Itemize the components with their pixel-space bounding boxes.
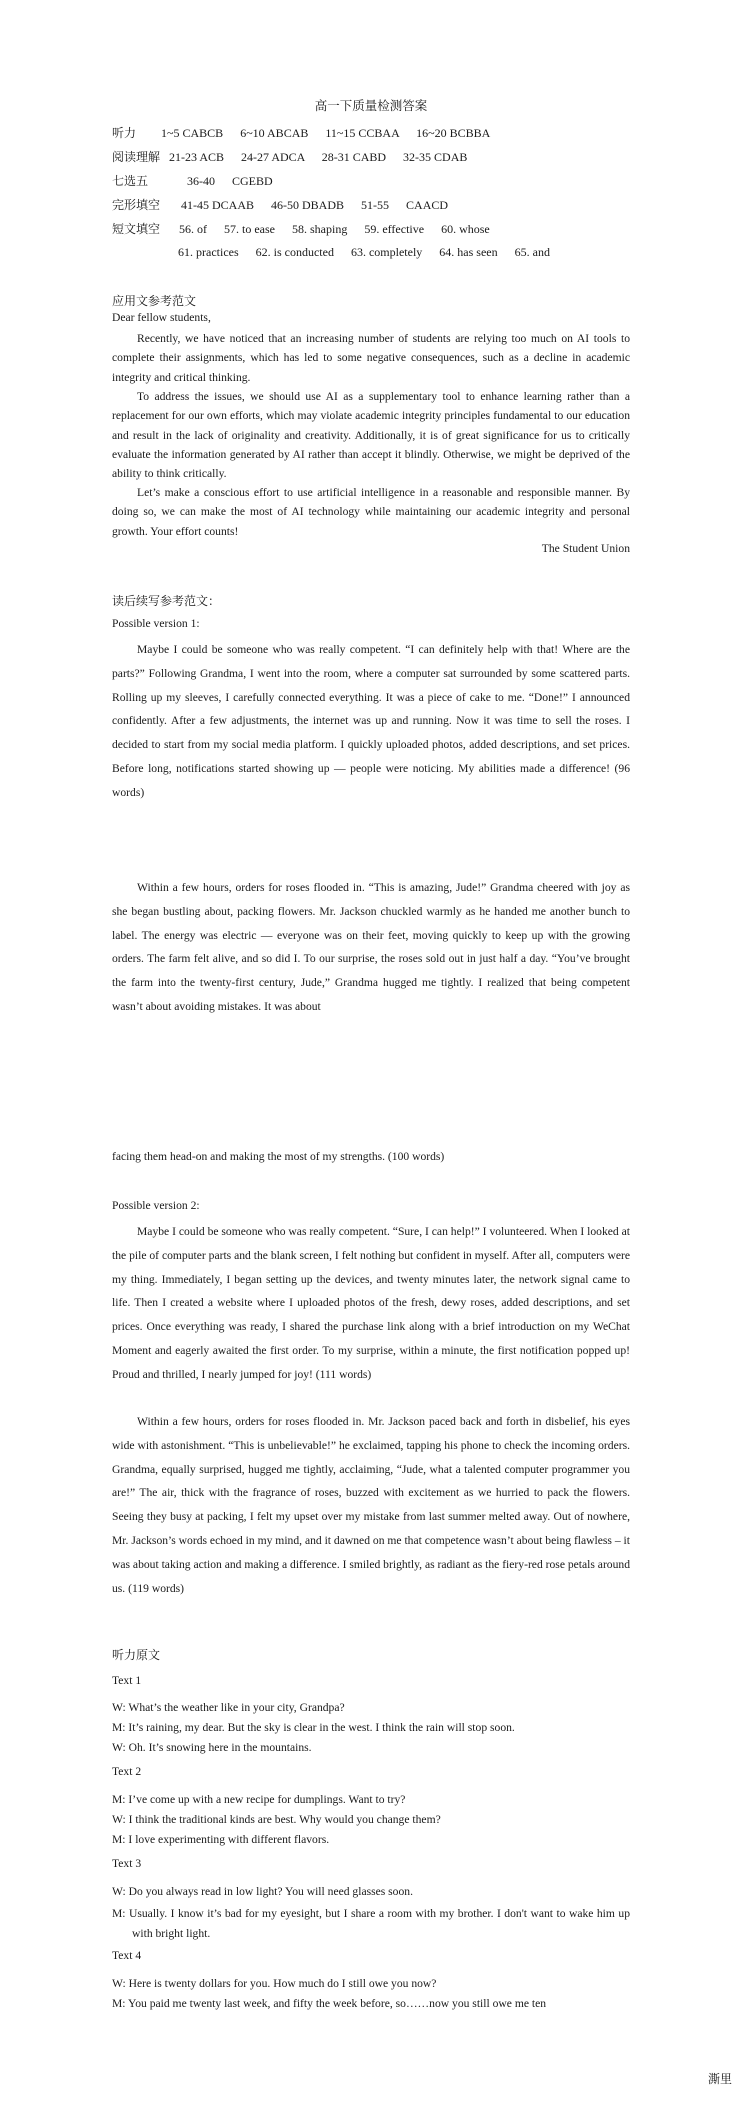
answer-row-cloze bbox=[112, 196, 448, 213]
answer-label: 七选五 bbox=[112, 174, 149, 188]
letter-heading: 应用文参考范文 bbox=[112, 294, 197, 308]
answer-group: 57. to ease bbox=[224, 222, 275, 236]
answer-group: 36-40 bbox=[187, 174, 215, 188]
text-label: Text 3 bbox=[112, 1857, 142, 1870]
answer-row-listening bbox=[112, 124, 490, 141]
letter-paragraph: Recently, we have noticed that an increasing number of students are relying too much on AI tools to complete their assignments, which has led to some negative consequences, such as a decline in academic integrity and critical thinking. bbox=[112, 332, 630, 384]
answer-group: 58. shaping bbox=[291, 222, 348, 236]
answer-group: 46-50 DBADB bbox=[271, 198, 345, 212]
story-paragraph: Within a few hours, orders for roses flooded in. “This is amazing, Jude!” Grandma cheered with joy as she began bustling about, packing flowers. Mr. Jackson chuckled warmly as he handed me another bunch to label. The energy was electric — everyone was on their feet, moving quickly to keep up with the growing orders. The farm felt alive, and so did I. To our surprise, the roses sold out in just half a day. “You’ve brought the farm into the twenty-first century, Jude,” Grandma hugged me tightly. I realized that being competent wasn’t about avoiding mistakes. It was about bbox=[112, 881, 630, 1013]
transcript-line: M: I’ve come up with a new recipe for dumplings. Want to try? bbox=[112, 1793, 406, 1806]
text-label: Text 4 bbox=[112, 1949, 142, 1962]
answer-group: 60. whose bbox=[441, 222, 490, 236]
answer-label: 听力 bbox=[112, 126, 137, 140]
transcript-heading: 听力原文 bbox=[112, 1648, 161, 1662]
story-paragraph: Maybe I could be someone who was really competent. “I can definitely help with that! Where are the parts?” Following Grandma, I went into the room, where a computer sat surrounded by some scattered parts. Rolling up my sleeves, I carefully connected everything. It was a piece of cake to me. “Done!” I announced confidently. After a few adjustments, the internet was up and running. Now it was time to sell the roses. I decided to start from my social media platform. I quickly uploaded photos, added descriptions, and set prices. Before long, notifications started showing up — people were noticing. My abilities made a difference! (96 words) bbox=[112, 643, 630, 799]
answer-label: 短文填空 bbox=[112, 222, 161, 236]
page-title: 高一下质量检测答案 bbox=[314, 99, 428, 113]
letter-signature: The Student Union bbox=[541, 542, 630, 555]
answer-group: 6~10 ABCAB bbox=[240, 126, 309, 140]
text-label: Text 2 bbox=[112, 1765, 142, 1778]
corner-mark: 澌里 bbox=[708, 2072, 733, 2086]
answer-group: 59. effective bbox=[364, 222, 425, 236]
transcript-line: M: It’s raining, my dear. But the sky is clear in the west. I think the rain will stop soon. bbox=[112, 1721, 515, 1734]
answer-row-seven bbox=[112, 172, 273, 189]
transcript-line: M: Usually. I know it’s bad for my eyesight, but I share a room with my brother. I don't want to wake him up with bright light. bbox=[112, 1907, 630, 1940]
answer-group: 41-45 DCAAB bbox=[181, 198, 255, 212]
answer-group: 56. of bbox=[179, 222, 207, 236]
answer-group: 16~20 BCBBA bbox=[416, 126, 491, 140]
transcript-line: W: Do you always read in low light? You will need glasses soon. bbox=[112, 1885, 413, 1898]
transcript-line: M: I love experimenting with different flavors. bbox=[112, 1833, 330, 1846]
transcript-line: W: Oh. It’s snowing here in the mountains. bbox=[112, 1741, 312, 1754]
text-label: Text 1 bbox=[112, 1674, 142, 1687]
answer-group: CAACD bbox=[406, 198, 449, 212]
transcript-line: M: You paid me twenty last week, and fifty the week before, so……now you still owe me ten bbox=[112, 1997, 547, 2010]
story-paragraph-end: facing them head-on and making the most of my strengths. (100 words) bbox=[112, 1150, 445, 1163]
transcript-line: W: What’s the weather like in your city, Grandpa? bbox=[112, 1701, 345, 1714]
answer-group: 21-23 ACB bbox=[169, 150, 225, 164]
answer-group: 65. and bbox=[514, 245, 550, 259]
transcript-line: W: Here is twenty dollars for you. How much do I still owe you now? bbox=[112, 1977, 437, 1990]
answer-group: 11~15 CCBAA bbox=[325, 126, 400, 140]
answer-group: 64. has seen bbox=[439, 245, 498, 259]
continuation-heading: 读后续写参考范文： bbox=[112, 594, 221, 608]
transcript-line: W: I think the traditional kinds are best. Why would you change them? bbox=[112, 1813, 441, 1826]
answer-group: 28-31 CABD bbox=[321, 150, 387, 164]
answer-label: 阅读理解 bbox=[112, 150, 161, 164]
answer-group: CGEBD bbox=[232, 174, 273, 188]
answer-row-grammar-2 bbox=[178, 245, 550, 260]
answer-group: 62. is conducted bbox=[255, 245, 334, 259]
letter-salutation: Dear fellow students, bbox=[112, 311, 211, 324]
letter-paragraph: To address the issues, we should use AI as a supplementary tool to enhance learning rather than a replacement for our own efforts, which may violate academic integrity principles fundamental to our education and result in the lack of originality and creativity. Additionally, it is of great significance for us to critically evaluate the information generated by AI rather than accept it blindly. Otherwise, we might be deprived of the ability to think critically. bbox=[112, 390, 630, 481]
answer-group: 51-55 bbox=[361, 198, 390, 212]
story-paragraph: Within a few hours, orders for roses flooded in. Mr. Jackson paced back and forth in disbelief, his eyes wide with astonishment. “This is unbelievable!” he exclaimed, tapping his phone to check the incoming orders. Grandma, equally surprised, hugged me tightly, acclaiming, “Jude, what a talented computer programmer you are!” The air, thick with the fragrance of roses, buzzed with excitement as we hurried to pack the flowers. Seeing they busy at packing, I felt my upset over my mistake from last summer melted away. Out of nowhere, Mr. Jackson’s words echoed in my mind, and it dawned on me that competence wasn’t about being flawless – it was about taking action and making a difference. I smiled brightly, as radiant as the fiery-red rose petals around us. (119 words) bbox=[112, 1415, 630, 1595]
answer-group: 61. practices bbox=[178, 245, 239, 259]
story-paragraph: Maybe I could be someone who was really competent. “Sure, I can help!” I volunteered. When I looked at the pile of computer parts and the blank screen, I felt nothing but confident in myself. After all, computers were my thing. Immediately, I began setting up the devices, and twenty minutes later, the network signal came to life. Then I created a website where I uploaded photos of the fresh, dewy roses, added descriptions, and set prices. Once everything was ready, I shared the purchase link along with a brief introduction on my WeChat Moment and eagerly awaited the first order. To my surprise, within a minute, the first notification popped up! Proud and thrilled, I nearly jumped for joy! (111 words) bbox=[112, 1225, 630, 1381]
answer-group: 32-35 CDAB bbox=[403, 150, 468, 164]
answer-label: 完形填空 bbox=[112, 198, 161, 212]
letter-paragraph: Let’s make a conscious effort to use artificial intelligence in a reasonable and responsible manner. By doing so, we can make the most of AI technology while maintaining our academic integrity and personal growth. Your effort counts! bbox=[112, 486, 630, 538]
answer-group: 63. completely bbox=[350, 245, 423, 259]
answer-row-reading bbox=[112, 148, 467, 165]
answer-group: 24-27 ADCA bbox=[241, 150, 305, 164]
answer-row-grammar bbox=[112, 220, 490, 237]
answer-group: 1~5 CABCB bbox=[161, 126, 224, 140]
version-label: Possible version 2: bbox=[112, 1199, 200, 1212]
version-label: Possible version 1: bbox=[112, 617, 200, 630]
